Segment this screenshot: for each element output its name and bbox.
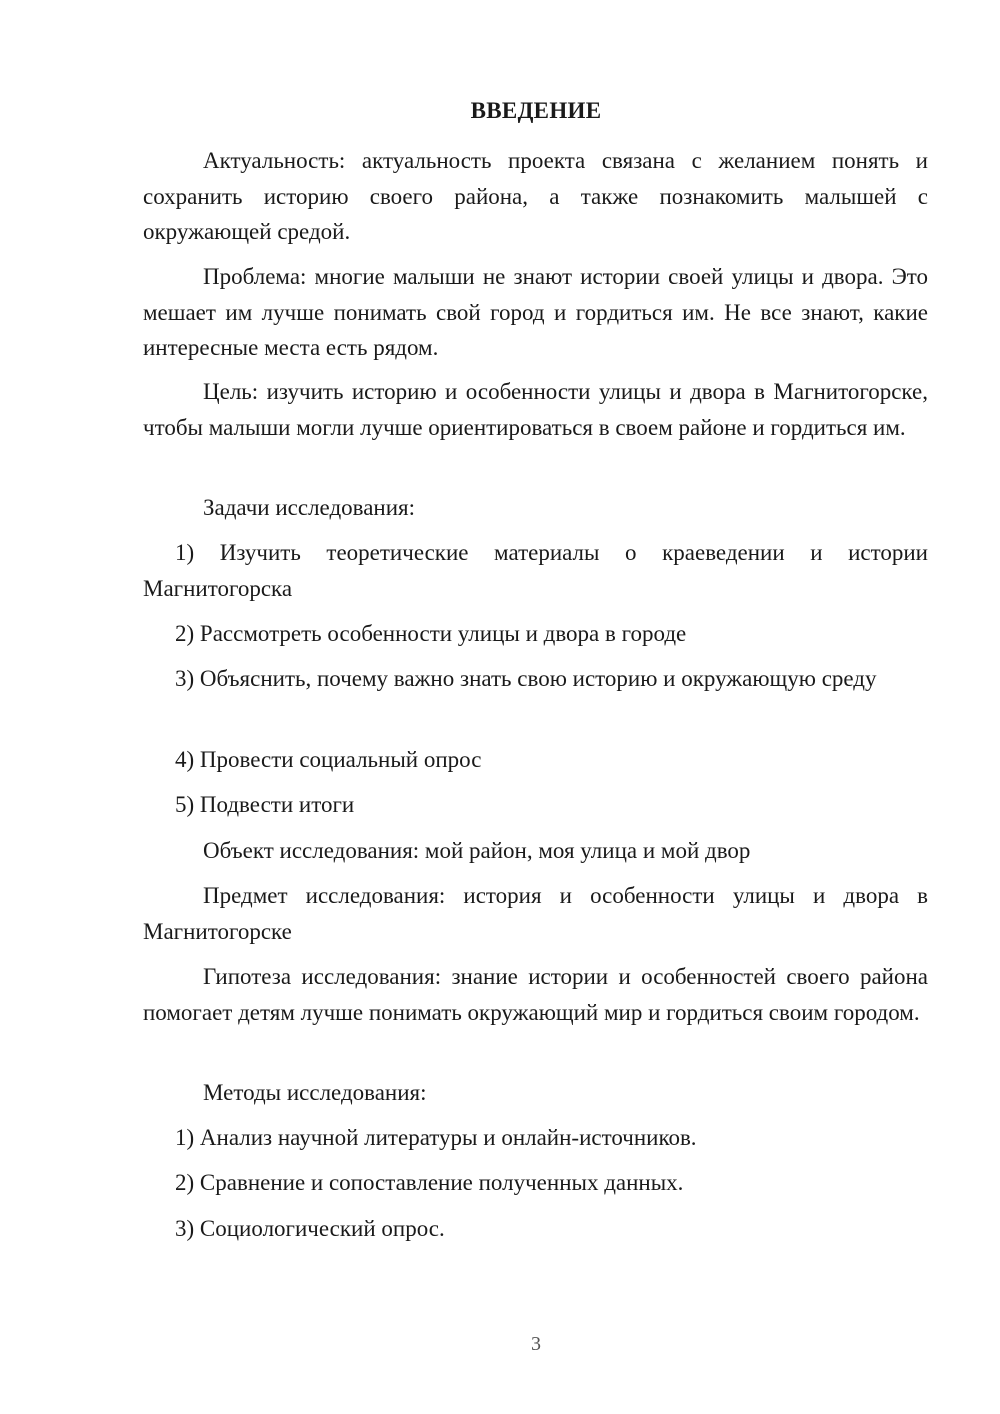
tasks-heading: Задачи исследования: [203, 495, 416, 520]
method-item-3: 3) Социологический опрос. [175, 1216, 445, 1241]
methods-heading: Методы исследования: [203, 1080, 427, 1105]
task-item-4: 4) Провести социальный опрос [175, 747, 482, 772]
page-number: 3 [531, 1333, 541, 1355]
relevance-paragraph: Актуальность: актуальность проекта связана с желанием понять и сохранить историю своего района, а также познакомить малышей с окружающей средой. [143, 148, 928, 244]
object-paragraph: Объект исследования: мой район, моя улица и мой двор [203, 838, 751, 863]
task-item-5: 5) Подвести итоги [175, 792, 355, 817]
method-item-2: 2) Сравнение и сопоставление полученных данных. [175, 1170, 684, 1195]
problem-paragraph: Проблема: многие малыши не знают истории своей улицы и двора. Это мешает им лучше понимать свой город и гордиться им. Не все знают, какие интересные места есть рядом. [143, 264, 928, 360]
section-title: ВВЕДЕНИЕ [470, 98, 602, 123]
task-item-3: 3) Объяснить, почему важно знать свою историю и окружающую среду [175, 666, 877, 691]
goal-paragraph: Цель: изучить историю и особенности улицы и двора в Магнитогорске, чтобы малыши могли лучше ориентироваться в своем районе и гордиться им. [143, 379, 928, 440]
subject-paragraph: Предмет исследования: история и особенности улицы и двора в Магнитогорске [143, 883, 928, 944]
hypothesis-paragraph: Гипотеза исследования: знание истории и особенностей своего района помогает детям лучше понимать окружающий мир и гордиться своим городом. [143, 964, 928, 1025]
task-item-1: 1) Изучить теоретические материалы о краеведении и истории Магнитогорска [143, 540, 928, 601]
method-item-1: 1) Анализ научной литературы и онлайн-источников. [175, 1125, 697, 1150]
task-item-2: 2) Рассмотреть особенности улицы и двора в городе [175, 621, 687, 646]
